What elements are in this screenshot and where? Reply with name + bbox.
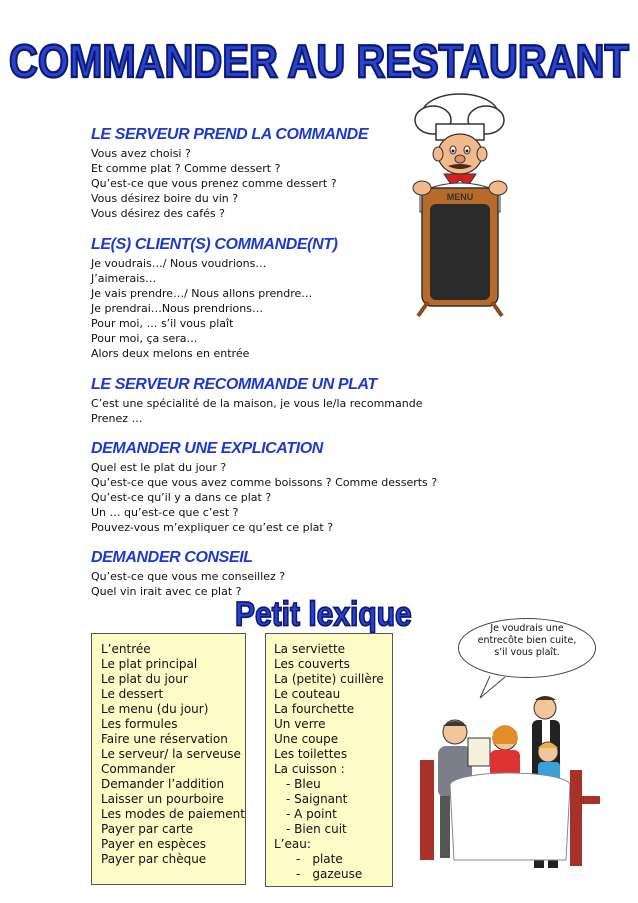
bubble-line: Je voudrais une xyxy=(490,623,564,634)
line: Qu’est-ce que vous me conseillez ? xyxy=(91,570,286,583)
list-item: L’entrée xyxy=(101,642,151,656)
section-demander-conseil xyxy=(91,549,471,599)
list-item: Laisser un pourboire xyxy=(101,792,224,806)
list-item: Les modes de paiement xyxy=(101,807,245,821)
line: Et comme plat ? Comme dessert ? xyxy=(91,162,281,175)
line: Je voudrais…/ Nous voudrions… xyxy=(91,257,267,270)
line: Vous désirez boire du vin ? xyxy=(91,192,239,205)
page-title: COMMANDER AU RESTAURANT xyxy=(9,36,629,88)
lexique-box-1 xyxy=(91,633,246,885)
bubble-line: entrecôte bien cuite, xyxy=(477,635,577,646)
list-item: La cuisson : xyxy=(274,762,345,776)
eau-item xyxy=(274,852,386,867)
line: J’aimerais… xyxy=(91,272,157,285)
section-demander-explication xyxy=(91,440,471,535)
section-serveur-recommande xyxy=(91,376,471,426)
cuisson-item: - Bien cuit xyxy=(286,822,347,836)
line: Pour moi, ça sera… xyxy=(91,332,198,345)
section-heading: LE SERVEUR PREND LA COMMANDE xyxy=(91,126,369,143)
list-item: La serviette xyxy=(274,642,346,656)
list-item: Les couverts xyxy=(274,657,350,671)
list-item: Faire une réservation xyxy=(101,732,228,746)
chef-illustration xyxy=(398,92,518,317)
list-item: Le couteau xyxy=(274,687,341,701)
lexique-title: Petit lexique xyxy=(235,595,412,634)
list-item: Les toilettes xyxy=(274,747,348,761)
eau-item xyxy=(274,867,386,882)
line: Prenez … xyxy=(91,412,143,425)
list-item: Payer par chèque xyxy=(101,852,207,866)
list-item: Le plat principal xyxy=(101,657,198,671)
section-heading: LE SERVEUR RECOMMANDE UN PLAT xyxy=(91,376,377,393)
list-item: Payer par carte xyxy=(101,822,193,836)
line: Vous désirez des cafés ? xyxy=(91,207,225,220)
line: Vous avez choisi ? xyxy=(91,147,191,160)
line: Qu’est-ce qu’il y a dans ce plat ? xyxy=(91,491,272,504)
bubble-line: s’il vous plaît. xyxy=(494,647,560,658)
line: Pouvez-vous m’expliquer ce qu’est ce plat ? xyxy=(91,521,334,534)
menu-label: MENU xyxy=(446,192,474,202)
line: Quel est le plat du jour ? xyxy=(91,461,227,474)
cuisson-item: - Saignant xyxy=(286,792,348,806)
list-item: Demander l’addition xyxy=(101,777,225,791)
line: Pour moi, … s’il vous plaît xyxy=(91,317,234,330)
speech-bubble xyxy=(458,618,596,678)
section-heading: DEMANDER UNE EXPLICATION xyxy=(91,440,323,457)
line: Quel vin irait avec ce plat ? xyxy=(91,585,242,598)
list-item: Le serveur/ la serveuse xyxy=(101,747,241,761)
list-item: Une coupe xyxy=(274,732,339,746)
eau-dash: - xyxy=(296,852,301,866)
list-item: La fourchette xyxy=(274,702,355,716)
line: Un … qu’est-ce que c’est ? xyxy=(91,506,239,519)
list-item: Payer en espèces xyxy=(101,837,206,851)
line: Qu’est-ce que vous prenez comme dessert ? xyxy=(91,177,337,190)
list-item: Le dessert xyxy=(101,687,164,701)
list-item: Les formules xyxy=(101,717,178,731)
eau-dash: - xyxy=(296,867,301,881)
line: Je vais prendre…/ Nous allons prendre… xyxy=(91,287,313,300)
cuisson-item: - Bleu xyxy=(286,777,321,791)
line: Alors deux melons en entrée xyxy=(91,347,250,360)
line: Je prendrai…Nous prendrions… xyxy=(91,302,263,315)
line: C’est une spécialité de la maison, je vous le/la recommande xyxy=(91,397,423,410)
list-item: Un verre xyxy=(274,717,326,731)
section-heading: LE(S) CLIENT(S) COMMANDE(NT) xyxy=(91,236,338,253)
list-item: Commander xyxy=(101,762,175,776)
section-heading: DEMANDER CONSEIL xyxy=(91,549,253,566)
eau-item-label: plate xyxy=(312,852,343,866)
cuisson-item: - A point xyxy=(286,807,337,821)
list-item: La (petite) cuillère xyxy=(274,672,384,686)
list-item: Le plat du jour xyxy=(101,672,188,686)
line: Qu’est-ce que vous avez comme boissons ? Comme desserts ? xyxy=(91,476,438,489)
list-item: L’eau: xyxy=(274,837,311,851)
eau-item-label: gazeuse xyxy=(312,867,363,881)
list-item: Le menu (du jour) xyxy=(101,702,209,716)
lexique-box-2 xyxy=(265,633,393,887)
